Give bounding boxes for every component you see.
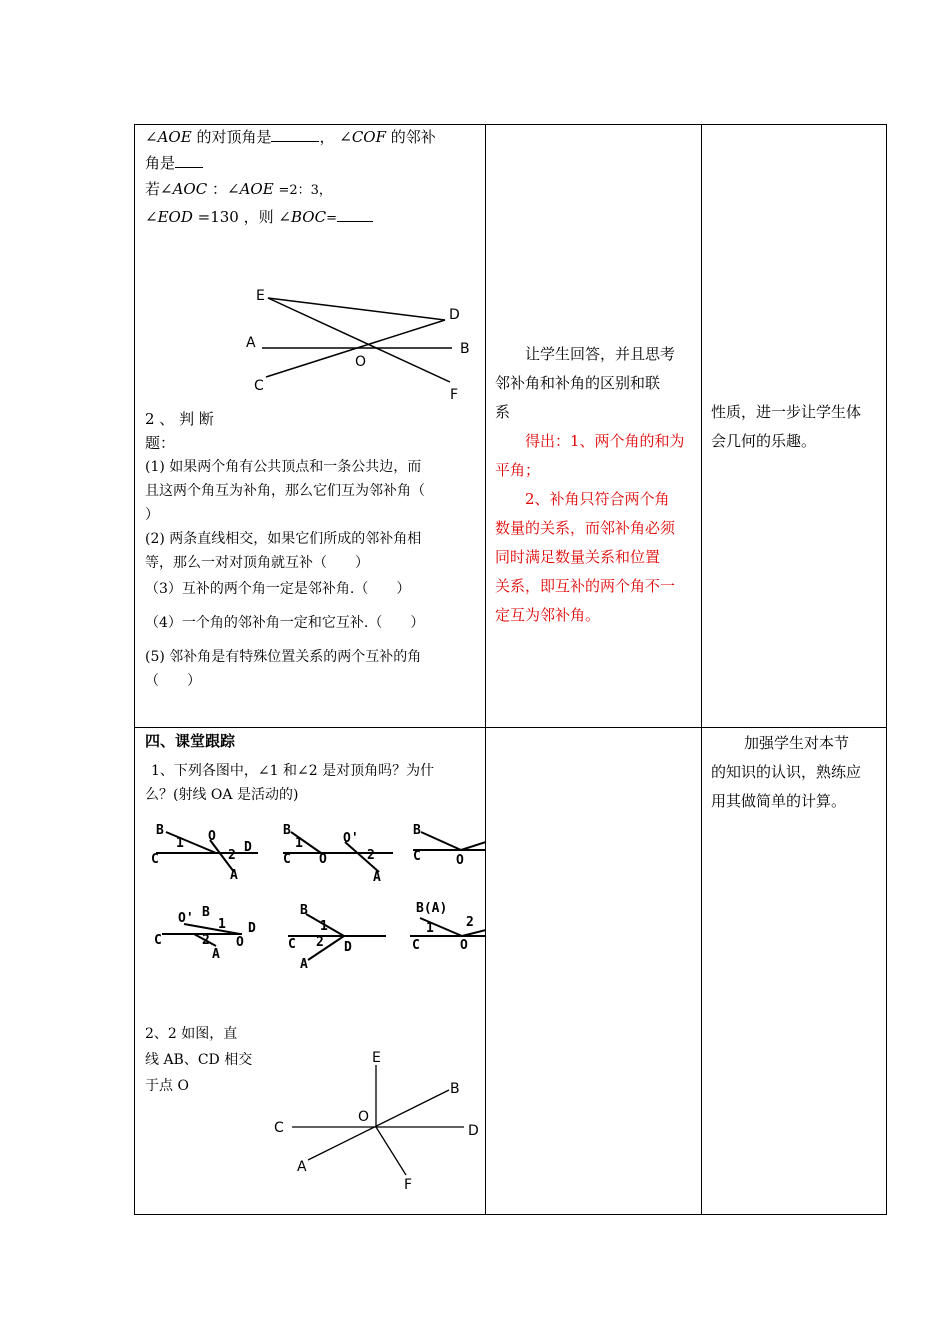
label-2: 2 (466, 915, 474, 930)
tracking-q1: 1、下列各图中，∠1 和∠2 是对顶角吗？为什 (151, 763, 435, 779)
q2-line: 线 AB、CD 相交 (145, 1052, 253, 1068)
label-b: B (202, 905, 210, 920)
label-2: 2 (202, 933, 210, 948)
label-o-prime: O' (178, 911, 194, 926)
label-b: B (460, 341, 470, 357)
q1-line2 (145, 150, 485, 176)
label-b: B (156, 823, 164, 838)
label-c: C (254, 378, 264, 394)
figure-c (413, 823, 486, 868)
table-border-left (134, 124, 135, 1215)
tracking-q1-cont: 么？(射线 OA 是活动的) (145, 787, 299, 803)
q1-line3 (145, 176, 485, 204)
conclusion-line: 关系，即互补的两个角不一 (495, 577, 676, 595)
label-e: E (372, 1050, 381, 1066)
text-segment: 若 (145, 180, 161, 198)
line-ed (268, 298, 445, 320)
label-a: A (297, 1159, 307, 1175)
intent-line: 加强学生对本节 (744, 734, 850, 752)
activity-line: 邻补角和补角的区别和联 (495, 374, 661, 392)
label-b: B (300, 903, 308, 918)
judgement-item-1-cont: 且这两个角互为补角，那么它们互为邻补角（ (145, 483, 425, 499)
figure-a (151, 823, 258, 883)
label-1: 1 (218, 917, 226, 932)
text-segment: ， (319, 128, 335, 146)
intent-line: 用其做简单的计算。 (711, 792, 847, 810)
judgement-item-2: (2) 两条直线相交，如果它们所成的邻补角相 (145, 531, 422, 547)
angle-boc: ∠BOC (278, 208, 327, 226)
judgement-item-1: (1) 如果两个角有公共顶点和一条公共边，而 (145, 459, 422, 475)
answer-blank (175, 153, 203, 168)
judgement-item-2-cont: 等，那么一对对顶角就互补（ ） (145, 555, 369, 571)
text-segment: ： (211, 180, 227, 198)
figure-b (283, 823, 393, 885)
angle-eod: ∠EOD (145, 208, 193, 226)
judgement-title-cont: 题： (145, 434, 176, 452)
text-segment: = (326, 211, 337, 226)
judgement-item-4: （4）一个角的邻补角一定和它互补.（ ） (145, 615, 425, 631)
hidden (268, 298, 360, 348)
text-segment: =130 (197, 208, 239, 226)
section-title: 四、课堂跟踪 (145, 732, 236, 750)
figure-e (288, 903, 386, 972)
label-o: O (355, 354, 367, 370)
label-b: B (283, 823, 291, 838)
figure-f (410, 901, 486, 953)
row1-student-activity (495, 340, 700, 630)
judgement-title: 2 、 判 断 (145, 410, 214, 428)
row1-judgement-questions (145, 407, 485, 693)
figure-d (154, 905, 256, 962)
angle-aoe: ∠AOE (145, 128, 192, 146)
label-o: O (358, 1109, 370, 1125)
angle-aoc: ∠AOC (160, 180, 208, 198)
label-2: 2 (316, 935, 324, 950)
label-c: C (154, 933, 162, 948)
q2-line: 于点 O (145, 1078, 189, 1094)
line-ab (308, 1090, 449, 1160)
label-a: A (246, 335, 256, 351)
figure-intersecting-lines-2 (264, 1045, 486, 1205)
text-segment: ，则 (243, 208, 274, 226)
answer-blank (337, 207, 373, 222)
row1-question-text (145, 124, 485, 232)
intent-line: 会几何的乐趣。 (711, 432, 817, 450)
label-b: B (413, 823, 421, 838)
row-divider (134, 727, 887, 728)
label-a: A (373, 870, 381, 885)
label-c: C (274, 1120, 284, 1136)
intent-line: 性质，进一步让学生体 (711, 403, 862, 421)
label-a: A (230, 868, 238, 883)
q2-line: 2、2 如图，直 (145, 1026, 238, 1042)
label-o: O (236, 935, 244, 950)
label-d: D (248, 921, 256, 936)
label-c: C (151, 852, 159, 867)
q1-line4 (145, 204, 485, 232)
text-segment: 角是 (145, 154, 176, 172)
judgement-item-5: (5) 邻补角是有特殊位置关系的两个互补的角 (145, 649, 422, 665)
judgement-item-1-end: ） (145, 507, 159, 523)
label-a: A (300, 957, 308, 972)
label-o: O (208, 829, 216, 844)
activity-line: 系 (495, 403, 511, 421)
label-d: D (244, 840, 252, 855)
label-c: C (413, 849, 421, 864)
table-border-right (886, 124, 887, 1215)
label-c: C (288, 937, 296, 952)
angle-aoe: ∠AOE (227, 180, 274, 198)
label-1: 1 (320, 919, 328, 934)
label-d: D (344, 940, 352, 955)
label-1: 1 (176, 836, 184, 851)
label-e: E (256, 288, 265, 304)
label-a: A (212, 947, 220, 962)
judgement-item-5-end: （ ） (145, 673, 201, 689)
conclusion-line: 平角； (495, 461, 541, 479)
label-b: B (450, 1081, 460, 1097)
label-o: O (456, 853, 464, 868)
intent-line: 的知识的认识，熟练应 (711, 763, 862, 781)
row1-design-intent (711, 398, 883, 456)
answer-blank (271, 127, 319, 142)
text-segment: 的邻补 (390, 128, 436, 146)
label-2: 2 (228, 848, 236, 863)
angle-figures-set (148, 820, 486, 976)
conclusion-line: 数量的关系，而邻补角必须 (495, 519, 676, 537)
table-border-bottom (134, 1214, 887, 1215)
angle-cof: ∠COF (339, 128, 387, 146)
label-f: F (450, 387, 459, 403)
row2-classroom-tracking (145, 729, 485, 807)
conclusion-line: 同时满足数量关系和位置 (495, 548, 661, 566)
label-d: D (449, 307, 460, 323)
label-o: O (319, 852, 327, 867)
row2-design-intent (711, 729, 883, 816)
text-segment: 的对顶角是 (196, 128, 272, 146)
label-o-prime: O' (343, 831, 359, 846)
label-f: F (404, 1177, 413, 1193)
figure-intersecting-lines-1 (240, 280, 480, 405)
conclusion-line: 得出：1、两个角的和为 (525, 432, 685, 450)
conclusion-line: 2、补角只符合两个角 (525, 490, 670, 508)
row2-q2-text (145, 1021, 265, 1099)
judgement-item-3: （3）互补的两个角一定是邻补角.（ ） (145, 581, 411, 597)
text-segment: =2：3， (278, 183, 332, 198)
conclusion-line: 定互为邻补角。 (495, 606, 601, 624)
q1-line1 (145, 124, 485, 150)
label-2: 2 (367, 848, 375, 863)
ray-of (376, 1127, 406, 1175)
label-c: C (283, 852, 291, 867)
label-d: D (468, 1123, 479, 1139)
activity-line: 让学生回答，并且思考 (525, 345, 676, 363)
label-o: O (460, 938, 468, 953)
label-c: C (412, 938, 420, 953)
label-1: 1 (295, 836, 303, 851)
column-divider-2 (701, 124, 702, 1215)
label-1: 1 (426, 921, 434, 936)
label-b-a: B(A) (416, 901, 448, 916)
